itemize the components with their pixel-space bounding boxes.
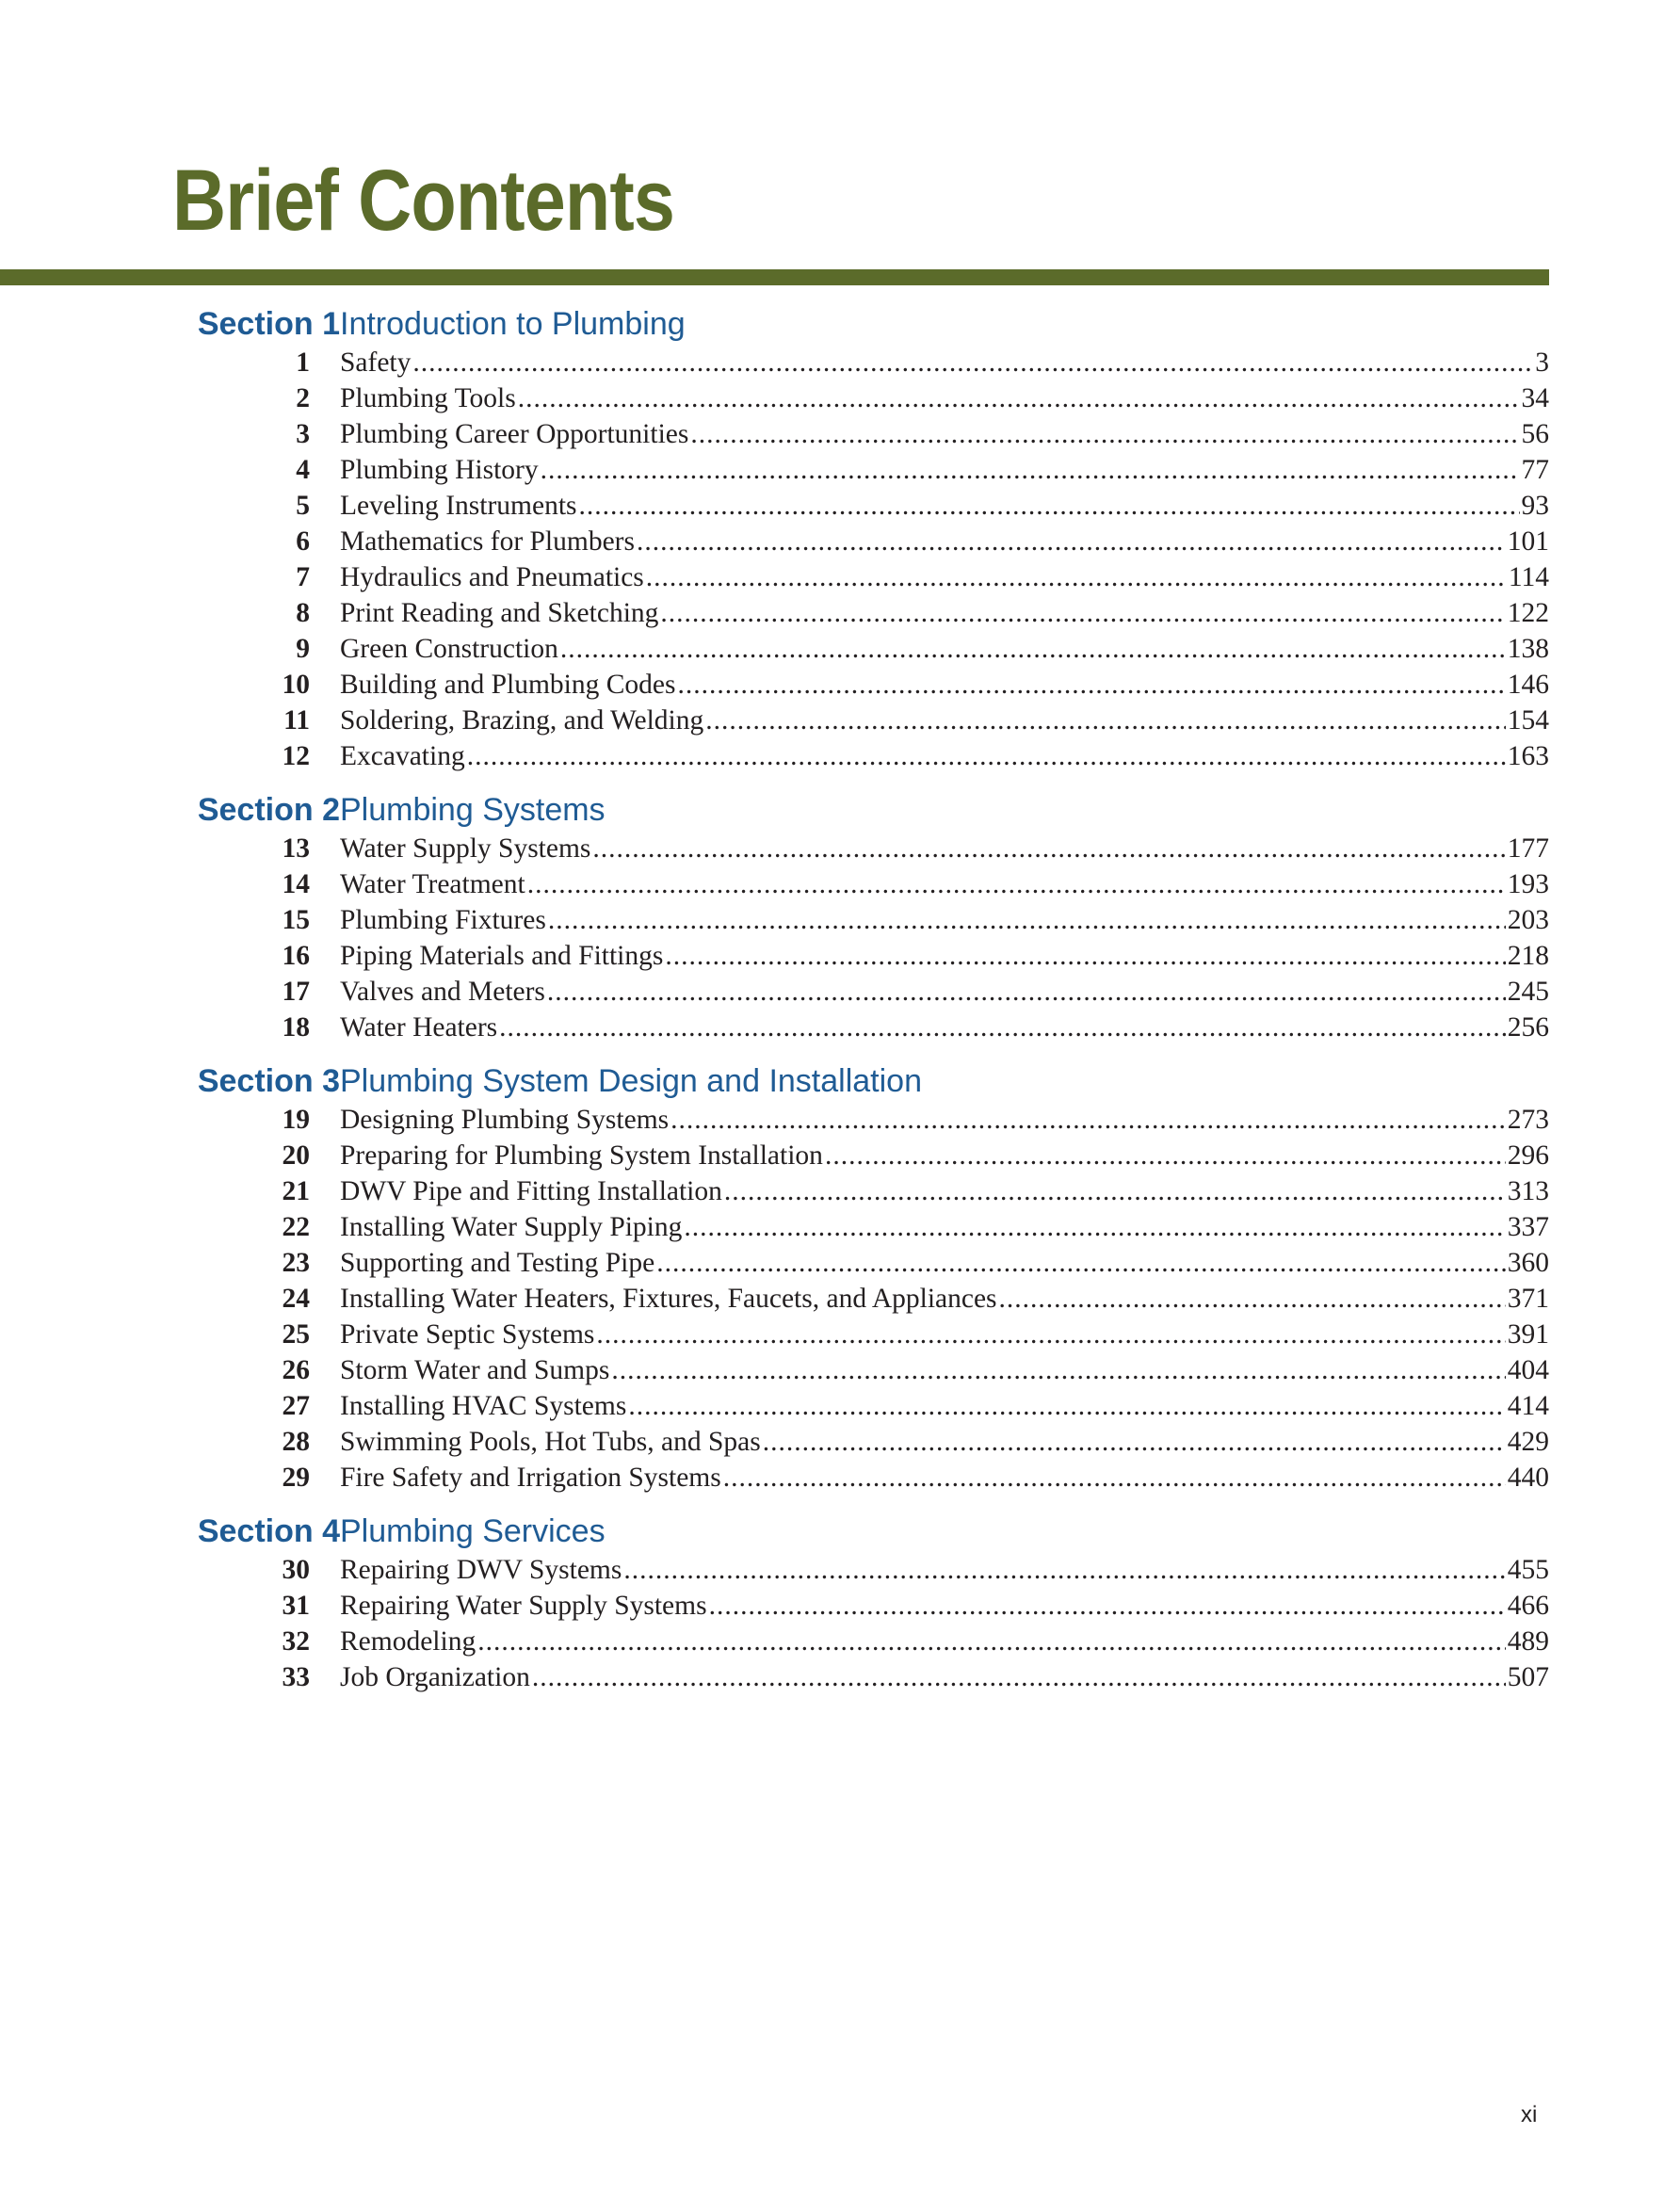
chapter-title: Plumbing Fixtures <box>340 905 546 935</box>
chapter-title: Valves and Meters <box>340 977 545 1007</box>
dot-leader <box>628 1388 1505 1424</box>
dot-leader <box>547 974 1506 1010</box>
chapter-title: Job Organization <box>340 1662 530 1692</box>
dot-leader <box>656 1245 1506 1281</box>
toc-section <box>172 789 1549 1045</box>
chapter-number: 5 <box>296 491 310 521</box>
chapter-title: Swimming Pools, Hot Tubs, and Spas <box>340 1427 761 1457</box>
chapter-number: 10 <box>282 670 310 700</box>
dot-leader <box>596 1317 1505 1352</box>
chapter-number: 12 <box>282 741 310 771</box>
chapter-entry <box>172 902 1549 938</box>
chapter-page-number: 34 <box>1521 383 1549 413</box>
chapter-entry <box>172 1317 1549 1352</box>
dot-leader <box>763 1424 1506 1460</box>
chapter-page-number: 296 <box>1507 1140 1549 1171</box>
chapter-number: 1 <box>296 348 310 378</box>
dot-leader <box>477 1624 1506 1659</box>
chapter-number: 4 <box>296 455 310 485</box>
chapter-entry <box>172 1424 1549 1460</box>
dot-leader <box>677 667 1505 703</box>
contents-list <box>172 303 1549 1710</box>
section-label: Section 2 <box>197 792 340 828</box>
chapter-number: 9 <box>296 634 310 664</box>
chapter-number: 14 <box>282 869 310 899</box>
chapter-page-number: 404 <box>1507 1355 1549 1385</box>
chapter-page-number: 101 <box>1507 526 1549 557</box>
chapter-entry <box>172 667 1549 703</box>
dot-leader <box>660 595 1505 631</box>
chapter-page-number: 146 <box>1507 670 1549 700</box>
chapter-number: 28 <box>282 1427 310 1457</box>
chapter-entry <box>172 1102 1549 1138</box>
dot-leader <box>623 1552 1505 1588</box>
chapter-number: 22 <box>282 1212 310 1242</box>
chapter-number: 13 <box>282 833 310 864</box>
chapter-title: Excavating <box>340 741 465 771</box>
chapter-number: 7 <box>296 562 310 592</box>
chapter-title: Building and Plumbing Codes <box>340 670 676 700</box>
page-title: Brief Contents <box>172 153 675 249</box>
dot-leader <box>705 703 1505 738</box>
chapter-entry <box>172 738 1549 774</box>
dot-leader <box>412 345 1533 380</box>
section-label: Section 3 <box>197 1063 340 1099</box>
section-label-wrap <box>172 1060 340 1102</box>
chapter-page-number: 77 <box>1521 455 1549 485</box>
dot-leader <box>611 1352 1505 1388</box>
title-rule <box>0 269 1549 285</box>
chapter-number: 2 <box>296 383 310 413</box>
chapter-entry <box>172 380 1549 416</box>
chapter-title: Fire Safety and Irrigation Systems <box>340 1463 721 1493</box>
chapter-page-number: 56 <box>1521 419 1549 449</box>
chapter-page-number: 455 <box>1507 1555 1549 1585</box>
chapter-title: Green Construction <box>340 634 558 664</box>
chapter-number: 11 <box>283 705 310 736</box>
chapter-page-number: 203 <box>1507 905 1549 935</box>
chapter-title: Mathematics for Plumbers <box>340 526 635 557</box>
section-title: Plumbing Systems <box>340 792 606 828</box>
dot-leader <box>709 1588 1506 1624</box>
dot-leader <box>670 1102 1506 1138</box>
toc-section <box>172 303 1549 774</box>
toc-section <box>172 1060 1549 1496</box>
section-label: Section 1 <box>197 306 340 342</box>
chapter-page-number: 122 <box>1507 598 1549 628</box>
dot-leader <box>999 1281 1506 1317</box>
chapter-page-number: 440 <box>1507 1463 1549 1493</box>
chapter-title: Water Supply Systems <box>340 833 591 864</box>
chapter-number: 17 <box>282 977 310 1007</box>
dot-leader <box>825 1138 1506 1173</box>
chapter-title: Installing Water Supply Piping <box>340 1212 683 1242</box>
chapter-entry <box>172 1460 1549 1496</box>
chapter-page-number: 256 <box>1507 1012 1549 1043</box>
chapter-entry <box>172 1173 1549 1209</box>
chapter-title: Leveling Instruments <box>340 491 577 521</box>
chapter-page-number: 273 <box>1507 1105 1549 1135</box>
chapter-number: 8 <box>296 598 310 628</box>
chapter-page-number: 371 <box>1507 1284 1549 1314</box>
dot-leader <box>665 938 1505 974</box>
chapter-page-number: 391 <box>1507 1319 1549 1350</box>
chapter-number: 19 <box>282 1105 310 1135</box>
chapter-page-number: 163 <box>1507 741 1549 771</box>
dot-leader <box>527 866 1506 902</box>
chapter-entry <box>172 345 1549 380</box>
dot-leader <box>724 1173 1506 1209</box>
section-label-wrap <box>172 303 340 345</box>
chapter-entry <box>172 1138 1549 1173</box>
chapter-number: 30 <box>282 1555 310 1585</box>
chapter-title: Installing HVAC Systems <box>340 1391 627 1421</box>
chapter-title: Remodeling <box>340 1626 477 1657</box>
dot-leader <box>499 1010 1506 1045</box>
chapter-number: 16 <box>282 941 310 971</box>
chapter-number: 20 <box>282 1140 310 1171</box>
chapter-entry <box>172 595 1549 631</box>
chapter-title: Plumbing Tools <box>340 383 516 413</box>
chapter-entry <box>172 974 1549 1010</box>
chapter-number: 27 <box>282 1391 310 1421</box>
chapter-entry <box>172 1388 1549 1424</box>
chapter-number: 33 <box>282 1662 310 1692</box>
chapter-entry <box>172 524 1549 559</box>
dot-leader <box>541 452 1520 488</box>
chapter-page-number: 414 <box>1507 1391 1549 1421</box>
chapter-page-number: 313 <box>1507 1176 1549 1206</box>
chapter-number: 18 <box>282 1012 310 1043</box>
chapter-number: 32 <box>282 1626 310 1657</box>
chapter-title: Safety <box>340 348 412 378</box>
page-number: xi <box>1521 2102 1538 2127</box>
chapter-title: Piping Materials and Fittings <box>340 941 664 971</box>
toc-section <box>172 1511 1549 1695</box>
chapter-entry <box>172 1624 1549 1659</box>
chapter-title: Private Septic Systems <box>340 1319 595 1350</box>
chapter-title: Hydraulics and Pneumatics <box>340 562 644 592</box>
chapter-entry <box>172 703 1549 738</box>
chapter-title: Plumbing Career Opportunities <box>340 419 689 449</box>
section-title: Introduction to Plumbing <box>340 306 686 342</box>
dot-leader <box>579 488 1520 524</box>
chapter-number: 29 <box>282 1463 310 1493</box>
section-title: Plumbing Services <box>340 1513 606 1549</box>
dot-leader <box>592 831 1505 866</box>
chapter-title: Water Treatment <box>340 869 525 899</box>
chapter-entry <box>172 559 1549 595</box>
chapter-number: 31 <box>282 1591 310 1621</box>
chapter-page-number: 114 <box>1508 562 1549 592</box>
section-label-wrap <box>172 789 340 831</box>
chapter-title: Designing Plumbing Systems <box>340 1105 670 1135</box>
chapter-title: Repairing Water Supply Systems <box>340 1591 707 1621</box>
chapter-page-number: 360 <box>1507 1248 1549 1278</box>
chapter-number: 3 <box>296 419 310 449</box>
chapter-title: Water Heaters <box>340 1012 498 1043</box>
chapter-entry <box>172 831 1549 866</box>
chapter-page-number: 507 <box>1507 1662 1549 1692</box>
chapter-number: 25 <box>282 1319 310 1350</box>
dot-leader <box>690 416 1519 452</box>
chapter-page-number: 177 <box>1507 833 1549 864</box>
chapter-title: Repairing DWV Systems <box>340 1555 622 1585</box>
chapter-entry <box>172 1245 1549 1281</box>
chapter-page-number: 138 <box>1507 634 1549 664</box>
chapter-entry <box>172 1659 1549 1695</box>
chapter-title: Plumbing History <box>340 455 539 485</box>
chapter-title: DWV Pipe and Fitting Installation <box>340 1176 722 1206</box>
chapter-number: 26 <box>282 1355 310 1385</box>
dot-leader <box>548 902 1506 938</box>
chapter-number: 21 <box>282 1176 310 1206</box>
dot-leader <box>723 1460 1506 1496</box>
chapter-entry <box>172 416 1549 452</box>
section-heading <box>172 789 1549 831</box>
chapter-page-number: 337 <box>1507 1212 1549 1242</box>
chapter-entry <box>172 1010 1549 1045</box>
chapter-number: 24 <box>282 1284 310 1314</box>
dot-leader <box>467 738 1506 774</box>
chapter-page-number: 245 <box>1507 977 1549 1007</box>
dot-leader <box>560 631 1506 667</box>
chapter-title: Storm Water and Sumps <box>340 1355 610 1385</box>
section-heading <box>172 303 1549 345</box>
chapter-title: Supporting and Testing Pipe <box>340 1248 655 1278</box>
chapter-page-number: 154 <box>1507 705 1549 736</box>
dot-leader <box>532 1659 1506 1695</box>
chapter-page-number: 193 <box>1507 869 1549 899</box>
chapter-page-number: 466 <box>1507 1591 1549 1621</box>
chapter-title: Preparing for Plumbing System Installation <box>340 1140 823 1171</box>
chapter-entry <box>172 1281 1549 1317</box>
chapter-page-number: 489 <box>1507 1626 1549 1657</box>
chapter-entry <box>172 452 1549 488</box>
chapter-number: 23 <box>282 1248 310 1278</box>
chapter-page-number: 429 <box>1507 1427 1549 1457</box>
chapter-page-number: 93 <box>1521 491 1549 521</box>
chapter-entry <box>172 1588 1549 1624</box>
chapter-number: 15 <box>282 905 310 935</box>
chapter-entry <box>172 866 1549 902</box>
chapter-title: Installing Water Heaters, Fixtures, Faucets, and Appliances <box>340 1284 997 1314</box>
chapter-entry <box>172 1352 1549 1388</box>
chapter-entry <box>172 488 1549 524</box>
dot-leader <box>518 380 1520 416</box>
chapter-page-number: 218 <box>1507 941 1549 971</box>
dot-leader <box>646 559 1507 595</box>
chapter-number: 6 <box>296 526 310 557</box>
section-heading <box>172 1060 1549 1102</box>
section-label-wrap <box>172 1511 340 1552</box>
chapter-title: Soldering, Brazing, and Welding <box>340 705 704 736</box>
chapter-entry <box>172 1209 1549 1245</box>
section-label: Section 4 <box>197 1513 340 1549</box>
section-title: Plumbing System Design and Installation <box>340 1063 922 1099</box>
chapter-page-number: 3 <box>1535 348 1549 378</box>
chapter-entry <box>172 631 1549 667</box>
chapter-entry <box>172 938 1549 974</box>
chapter-entry <box>172 1552 1549 1588</box>
dot-leader <box>637 524 1506 559</box>
section-heading <box>172 1511 1549 1552</box>
chapter-title: Print Reading and Sketching <box>340 598 659 628</box>
dot-leader <box>684 1209 1505 1245</box>
